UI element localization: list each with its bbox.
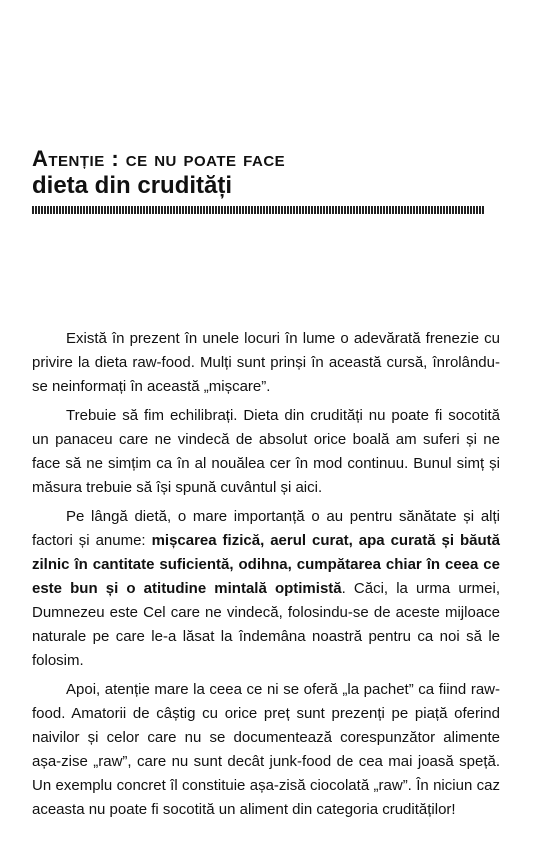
paragraph	[32, 327, 500, 399]
heading-line-1: Atenție : ce nu poate face	[32, 146, 286, 171]
body-text	[32, 327, 500, 827]
section-heading	[32, 146, 512, 200]
paragraph-text: Există în prezent în unele locuri în lume o adevărată frenezie cu privire la dieta raw-food. Mulți sunt prinși în această cursă, înrolându-se neinformați în această „mișcare”.	[32, 330, 500, 395]
paragraph-text: Apoi, atenție mare la ceea ce ni se oferă „la pachet” ca fiind raw-food. Amatorii de câștig cu orice preț sunt prezenți pe piață oferind naivilor și celor care nu se documentează corespunzător alimente așa-zise „raw”, care nu sunt decât junk-food de cea mai joasă speță. Un exemplu concret îl constituie așa-zisă ciocolată „raw”. În niciun caz aceasta nu poate fi socotită un aliment din categoria crudităților!	[32, 681, 500, 818]
paragraph	[32, 404, 500, 500]
bold-emphasis: mișcarea fizică, aerul curat, apa curată și băută zilnic în cantitate suficientă, odihna, cumpătarea chiar în ceea ce este bun și o atitudine mintală optimistă	[32, 532, 501, 597]
paragraph	[32, 678, 500, 822]
heading-divider	[32, 206, 484, 214]
paragraph-text: Trebuie să fim echilibrați. Dieta din crudități nu poate fi socotită un panaceu care ne vindecă de absolut orice boală am suferi și ne face să ne simțim ca în al nouălea cer în mod continuu. Bunul simț și măsura trebuie să își spună cuvântul și aici.	[32, 407, 500, 496]
heading-line-2: dieta din crudități	[32, 172, 233, 199]
paragraph-text: Pe lângă dietă, o mare importanță o au pentru sănătate și alți factori și anume:	[32, 508, 500, 549]
bleed-through-text	[28, 0, 508, 285]
paragraph-text: . Căci, la urma urmei, Dumnezeu este Cel care ne vindecă, folosindu-se de aceste mijloace naturale pe care le-a lăsat la îndemâna noastră pentru ca noi să le folosim.	[32, 580, 500, 669]
paragraph	[32, 505, 500, 673]
